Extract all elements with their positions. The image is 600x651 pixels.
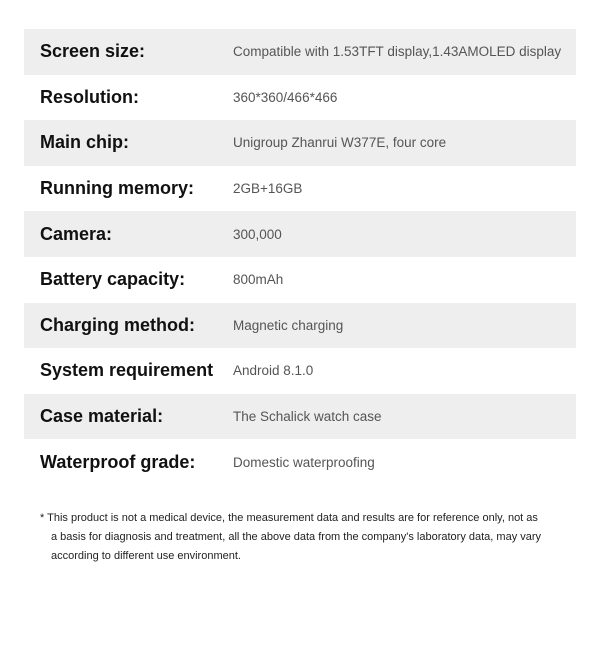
spec-label: Main chip: <box>40 132 129 153</box>
disclaimer-line: * This product is not a medical device, the measurement data and results are for reference only, not as <box>40 512 538 524</box>
spec-label: Case material: <box>40 406 164 427</box>
spec-row-running-memory <box>24 166 576 212</box>
spec-row-main-chip <box>24 120 576 166</box>
spec-value: Android 8.1.0 <box>233 363 314 379</box>
spec-value: The Schalick watch case <box>233 409 382 425</box>
spec-table <box>24 29 576 485</box>
spec-value: 360*360/466*466 <box>233 89 338 105</box>
spec-value: Magnetic charging <box>233 317 344 333</box>
spec-label: Battery capacity: <box>40 269 186 290</box>
spec-label: Resolution: <box>40 86 139 107</box>
spec-value: 800mAh <box>233 272 284 288</box>
spec-row-camera <box>24 211 576 257</box>
spec-value: Unigroup Zhanrui W377E, four core <box>233 135 447 151</box>
spec-value: 2GB+16GB <box>233 181 303 197</box>
spec-label: Waterproof grade: <box>40 451 196 472</box>
spec-label: Charging method: <box>40 314 195 335</box>
spec-value: Domestic waterproofing <box>233 454 375 470</box>
spec-row-waterproof-grade <box>24 439 576 485</box>
disclaimer-note <box>40 509 560 566</box>
spec-row-case-material <box>24 394 576 440</box>
spec-label: System requirement <box>40 360 214 381</box>
spec-label: Screen size: <box>40 41 146 62</box>
spec-row-system-requirement <box>24 348 576 394</box>
spec-row-battery-capacity <box>24 257 576 303</box>
spec-row-resolution <box>24 75 576 121</box>
spec-label: Camera: <box>40 223 113 244</box>
disclaimer-line: according to different use environment. <box>51 550 241 562</box>
spec-row-screen-size <box>24 29 576 75</box>
disclaimer-line: a basis for diagnosis and treatment, all the above data from the company's laboratory data, may vary <box>51 531 542 543</box>
spec-row-charging-method <box>24 303 576 349</box>
spec-label: Running memory: <box>40 178 195 199</box>
spec-value: 300,000 <box>233 226 282 242</box>
spec-value: Compatible with 1.53TFT display,1.43AMOLED display <box>233 44 562 60</box>
